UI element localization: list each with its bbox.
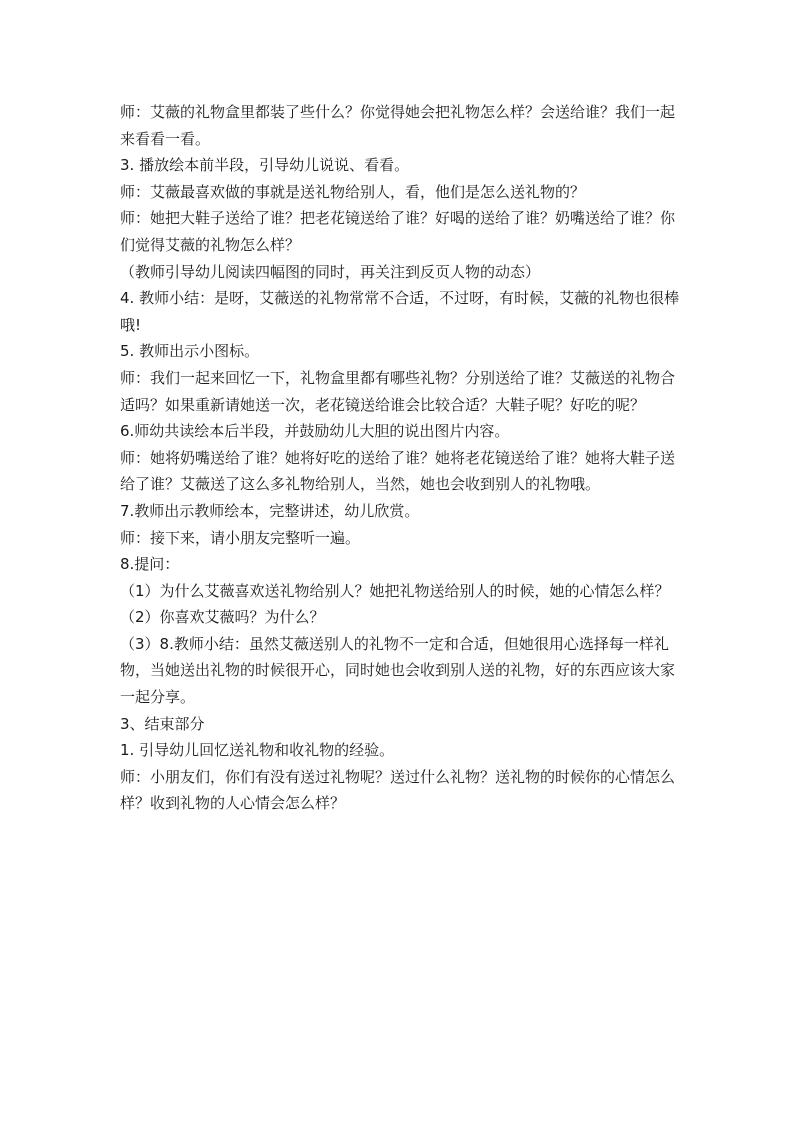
paragraph-teacher-listen: 师：接下来，请小朋友完整听一遍。 bbox=[120, 528, 361, 547]
paragraph-question-1: （1）为什么艾薇喜欢送礼物给别人？她把礼物送给别人的时候，她的心情怎么样？ bbox=[120, 581, 670, 600]
paragraph-end-step-1: 1. 引导幼儿回忆送礼物和收礼物的经验。 bbox=[120, 741, 395, 760]
paragraph-step-3: 3. 播放绘本前半段，引导幼儿说说、看看。 bbox=[120, 156, 410, 175]
paragraph-teacher-questions: 师：她把大鞋子送给了谁？把老花镜送给了谁？好喝的送给了谁？奶嘴送给了谁？你们觉得艾薇的礼物怎么样？ bbox=[120, 209, 676, 254]
paragraph-step-5: 5. 教师出示小图标。 bbox=[120, 342, 260, 361]
paragraph-question-3: （3）8.教师小结：虽然艾薇送别人的礼物不一定和合适，但她很用心选择每一样礼物，当她送出礼物的时候很开心，同时她也会收到别人送的礼物，好的东西应该大家一起分享。 bbox=[120, 634, 676, 707]
document-body bbox=[120, 99, 680, 817]
paragraph-step-6: 6.师幼共读绘本后半段，并鼓励幼儿大胆的说出图片内容。 bbox=[120, 422, 510, 441]
paragraph-teacher-final: 师：小朋友们，你们有没有送过礼物呢？送过什么礼物？送礼物的时候你的心情怎么样？收到礼物的人心情会怎么样？ bbox=[120, 767, 676, 813]
paragraph-step-4: 4. 教师小结：是呀，艾薇送的礼物常常不合适，不过呀，有时候，艾薇的礼物也很棒哦! bbox=[120, 289, 680, 334]
paragraph-teacher-recall: 师：我们一起来回忆一下，礼物盒里都有哪些礼物？分别送给了谁？艾薇送的礼物合适吗？如果重新请她送一次，老花镜送给谁会比较合适？大鞋子呢？好吃的呢？ bbox=[120, 368, 676, 414]
paragraph-teacher-line: 师：艾薇最喜欢做的事就是送礼物给别人，看，他们是怎么送礼物的？ bbox=[120, 182, 586, 201]
paragraph-question-2: （2）你喜欢艾薇吗？为什么？ bbox=[120, 608, 325, 627]
paragraph-step-8: 8.提问： bbox=[120, 555, 180, 574]
paragraph-section-end: 3、结束部分 bbox=[120, 714, 205, 733]
paragraph-teacher-note: （教师引导幼儿阅读四幅图的同时，再关注到反页人物的动态） bbox=[120, 262, 541, 281]
paragraph-teacher-gifts: 师：她将奶嘴送给了谁？她将好吃的送给了谁？她将老花镜送给了谁？她将大鞋子送给了谁？艾薇送了这么多礼物给别人，当然，她也会收到别人的礼物哦。 bbox=[120, 448, 676, 494]
paragraph-step-7: 7.教师出示教师绘本，完整讲述，幼儿欣赏。 bbox=[120, 501, 420, 520]
paragraph-intro-question: 师：艾薇的礼物盒里都装了些什么？你觉得她会把礼物怎么样？会送给谁？我们一起来看看一看。 bbox=[120, 103, 676, 148]
